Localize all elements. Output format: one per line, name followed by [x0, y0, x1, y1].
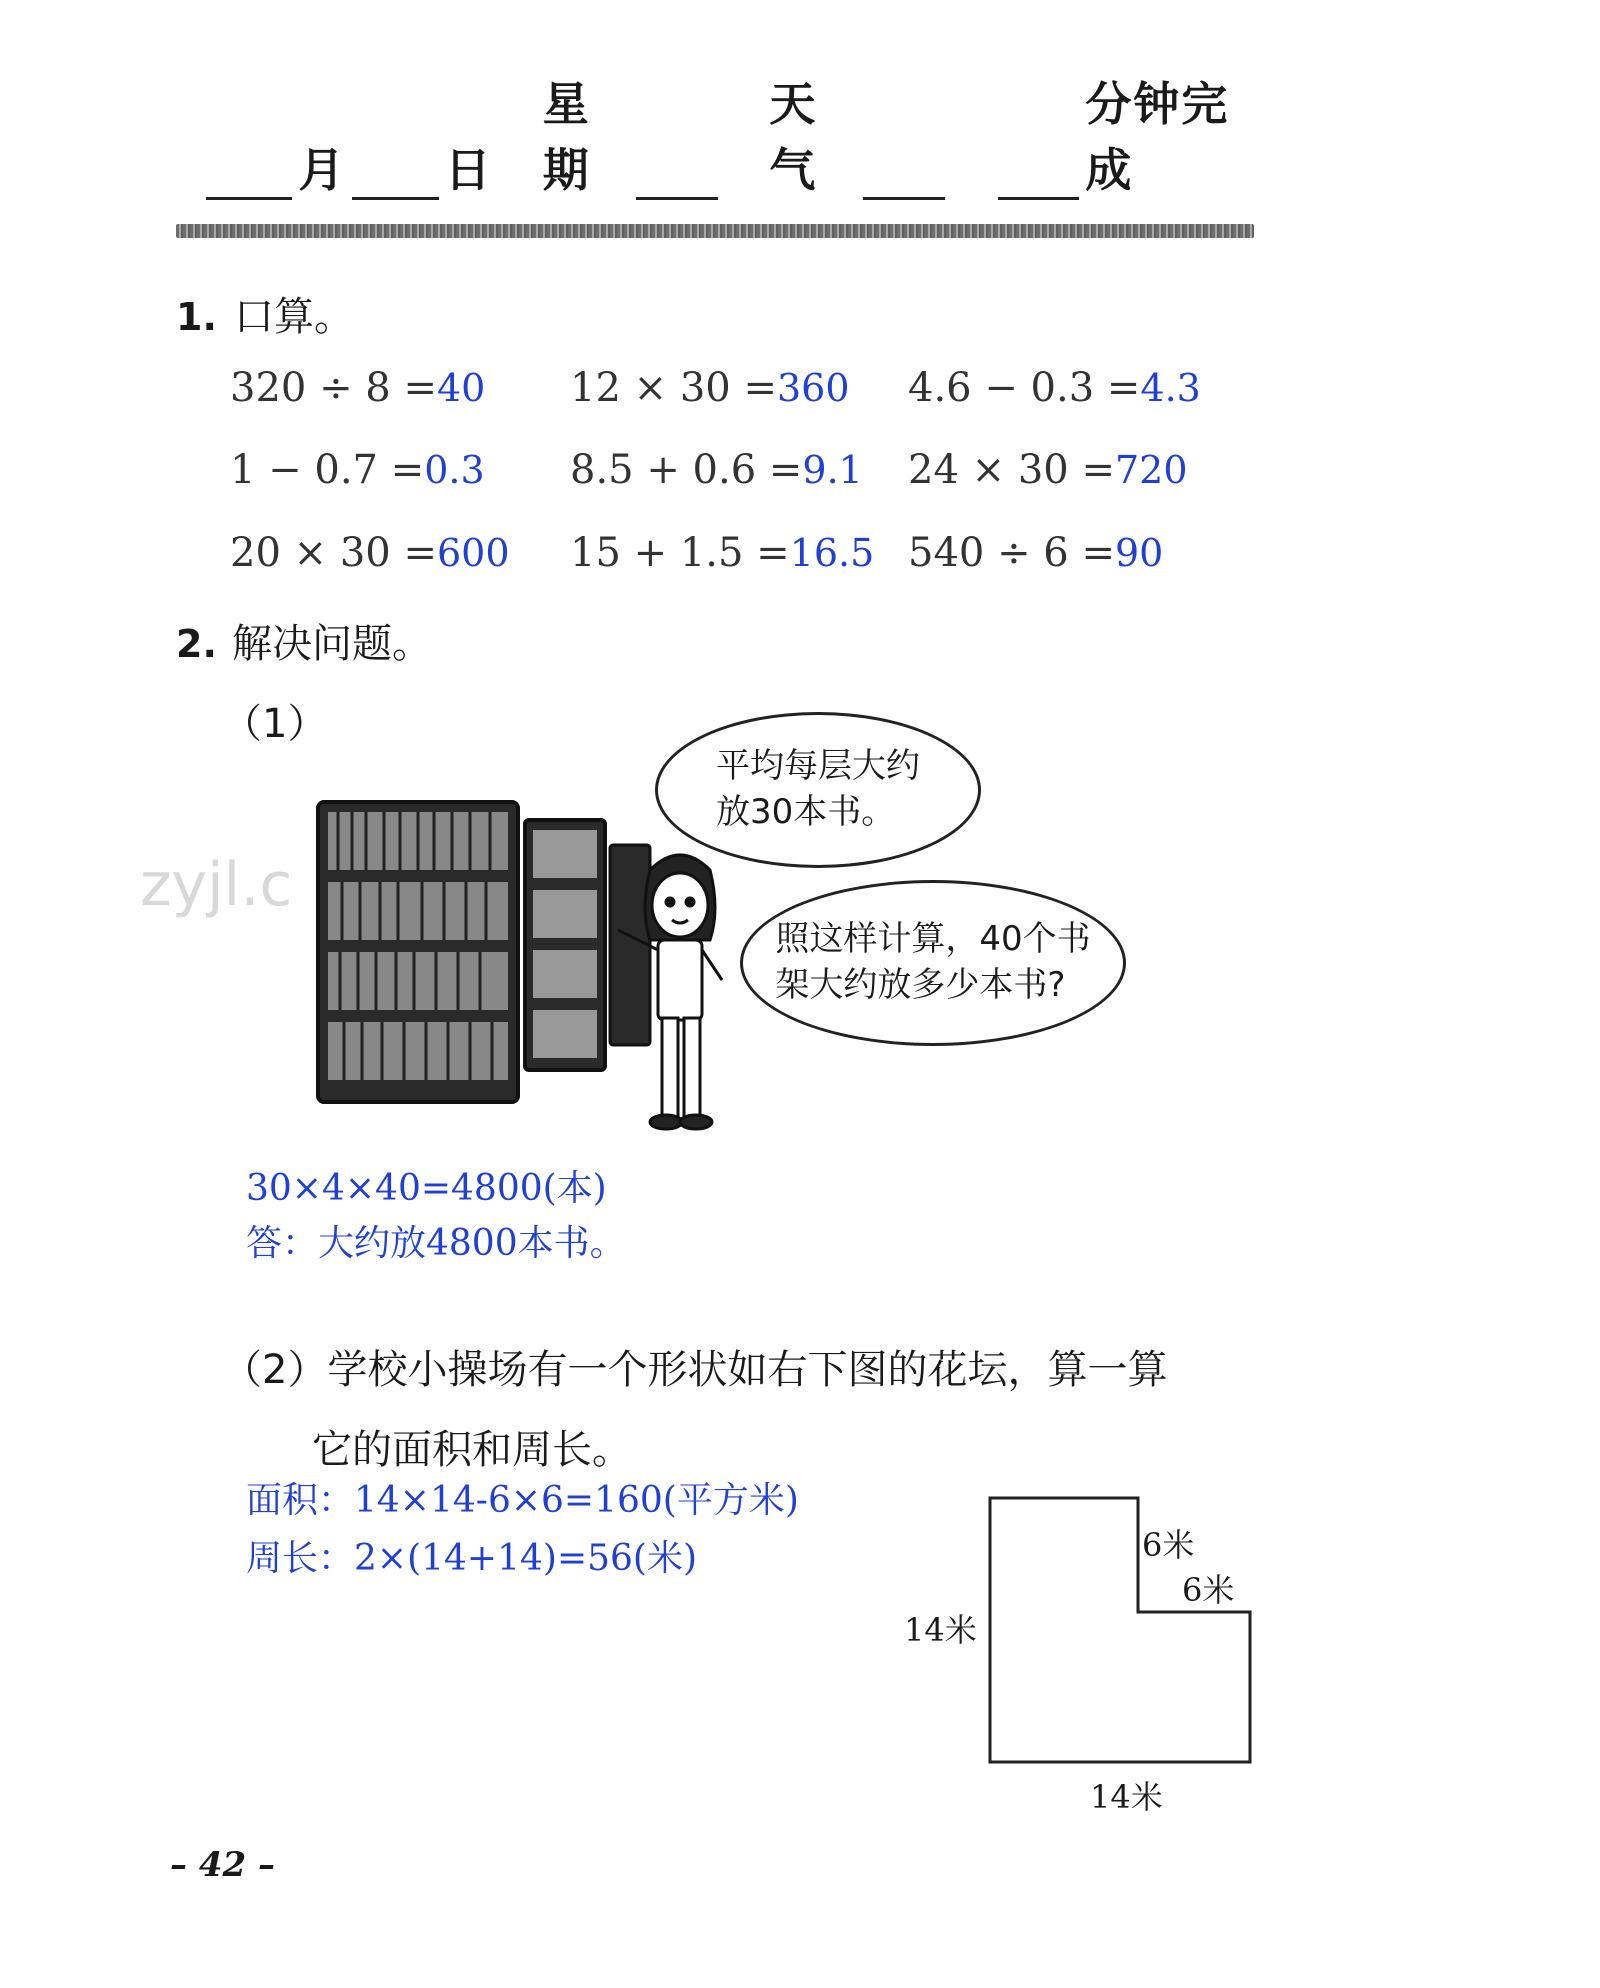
month-blank — [206, 149, 292, 200]
part1-answer: 答：大约放4800本书。 — [246, 1223, 626, 1264]
calc-answer: 4.3 — [1140, 366, 1201, 410]
dim-bottom: 14米 — [1090, 1778, 1163, 1816]
q1-heading — [176, 285, 354, 342]
bubble1-line1: 平均每层大约 — [716, 746, 920, 787]
part2-question-line2: 它的面积和周长。 — [312, 1427, 632, 1473]
flowerbed-shape — [980, 1490, 1260, 1770]
calc-item-5 — [570, 447, 863, 493]
calc-expr: 8.5 + 0.6 = — [570, 447, 803, 493]
calc-answer: 720 — [1114, 448, 1188, 492]
month-label: 月 — [298, 143, 347, 197]
calc-expr: 20 × 30 = — [230, 530, 437, 576]
part2-label: （2） — [222, 1347, 328, 1393]
q2-number: 2. — [176, 622, 217, 666]
page-number: – 42 – — [170, 1845, 275, 1885]
speech-bubble-2 — [740, 880, 1126, 1046]
calc-answer: 16.5 — [789, 531, 875, 575]
calc-expr: 12 × 30 = — [570, 365, 777, 411]
calc-item-4 — [230, 447, 485, 493]
weekday-blank — [636, 149, 718, 200]
calc-answer: 360 — [776, 366, 850, 410]
q1-title: 口算。 — [233, 294, 354, 340]
header-rule — [176, 224, 1254, 238]
calc-item-3 — [908, 365, 1201, 411]
dim-left: 14米 — [904, 1611, 977, 1649]
part2-area: 面积：14×14-6×6=160(平方米) — [246, 1480, 799, 1521]
calc-item-2 — [570, 365, 850, 411]
calc-item-7 — [230, 530, 510, 576]
day-label: 日 — [444, 143, 493, 197]
weather-label: 天气 — [769, 77, 818, 197]
part1-calculation: 30×4×40=4800(本) — [246, 1168, 607, 1209]
calc-expr: 320 ÷ 8 = — [230, 365, 437, 411]
calc-answer: 90 — [1114, 531, 1164, 575]
calc-expr: 15 + 1.5 = — [570, 530, 790, 576]
calc-item-1 — [230, 365, 485, 411]
calc-expr: 24 × 30 = — [908, 447, 1115, 493]
bubble2-line2: 架大约放多少本书? — [775, 965, 1066, 1005]
calc-answer: 600 — [436, 531, 510, 575]
bubble2-line1: 照这样计算，40个书 — [775, 919, 1091, 960]
calc-expr: 540 ÷ 6 = — [908, 530, 1115, 576]
calc-answer: 0.3 — [424, 448, 485, 492]
part1-label: （1） — [222, 701, 328, 747]
dim-right-inner: 6米 — [1182, 1571, 1235, 1609]
part2-perimeter: 周长：2×(14+14)=56(米) — [246, 1538, 698, 1579]
bookshelf-illustration — [300, 790, 740, 1150]
part2-text-line1: 学校小操场有一个形状如右下图的花坛，算一算 — [327, 1347, 1168, 1393]
minutes-blank — [998, 149, 1080, 200]
day-blank — [352, 149, 438, 200]
q2-title: 解决问题。 — [231, 621, 432, 667]
calc-item-9 — [908, 530, 1163, 576]
bubble1-line2: 放30本书。 — [716, 792, 896, 832]
watermark: zyjl.c — [140, 850, 293, 920]
q2-heading — [176, 612, 432, 669]
dim-top-right: 6米 — [1142, 1526, 1195, 1564]
weather-blank — [863, 149, 945, 200]
calc-expr: 4.6 − 0.3 = — [908, 365, 1141, 411]
calc-item-6 — [908, 447, 1188, 493]
calc-expr: 1 − 0.7 = — [230, 447, 425, 493]
date-header — [200, 77, 1260, 200]
minutes-label: 分钟完成 — [1085, 77, 1230, 197]
calc-item-8 — [570, 530, 874, 576]
q1-number: 1. — [176, 295, 217, 339]
calc-answer: 40 — [436, 366, 486, 410]
part2-question-line1 — [222, 1338, 1167, 1395]
calc-answer: 9.1 — [802, 448, 863, 492]
weekday-label: 星期 — [542, 77, 591, 197]
speech-bubble-1 — [655, 712, 981, 868]
